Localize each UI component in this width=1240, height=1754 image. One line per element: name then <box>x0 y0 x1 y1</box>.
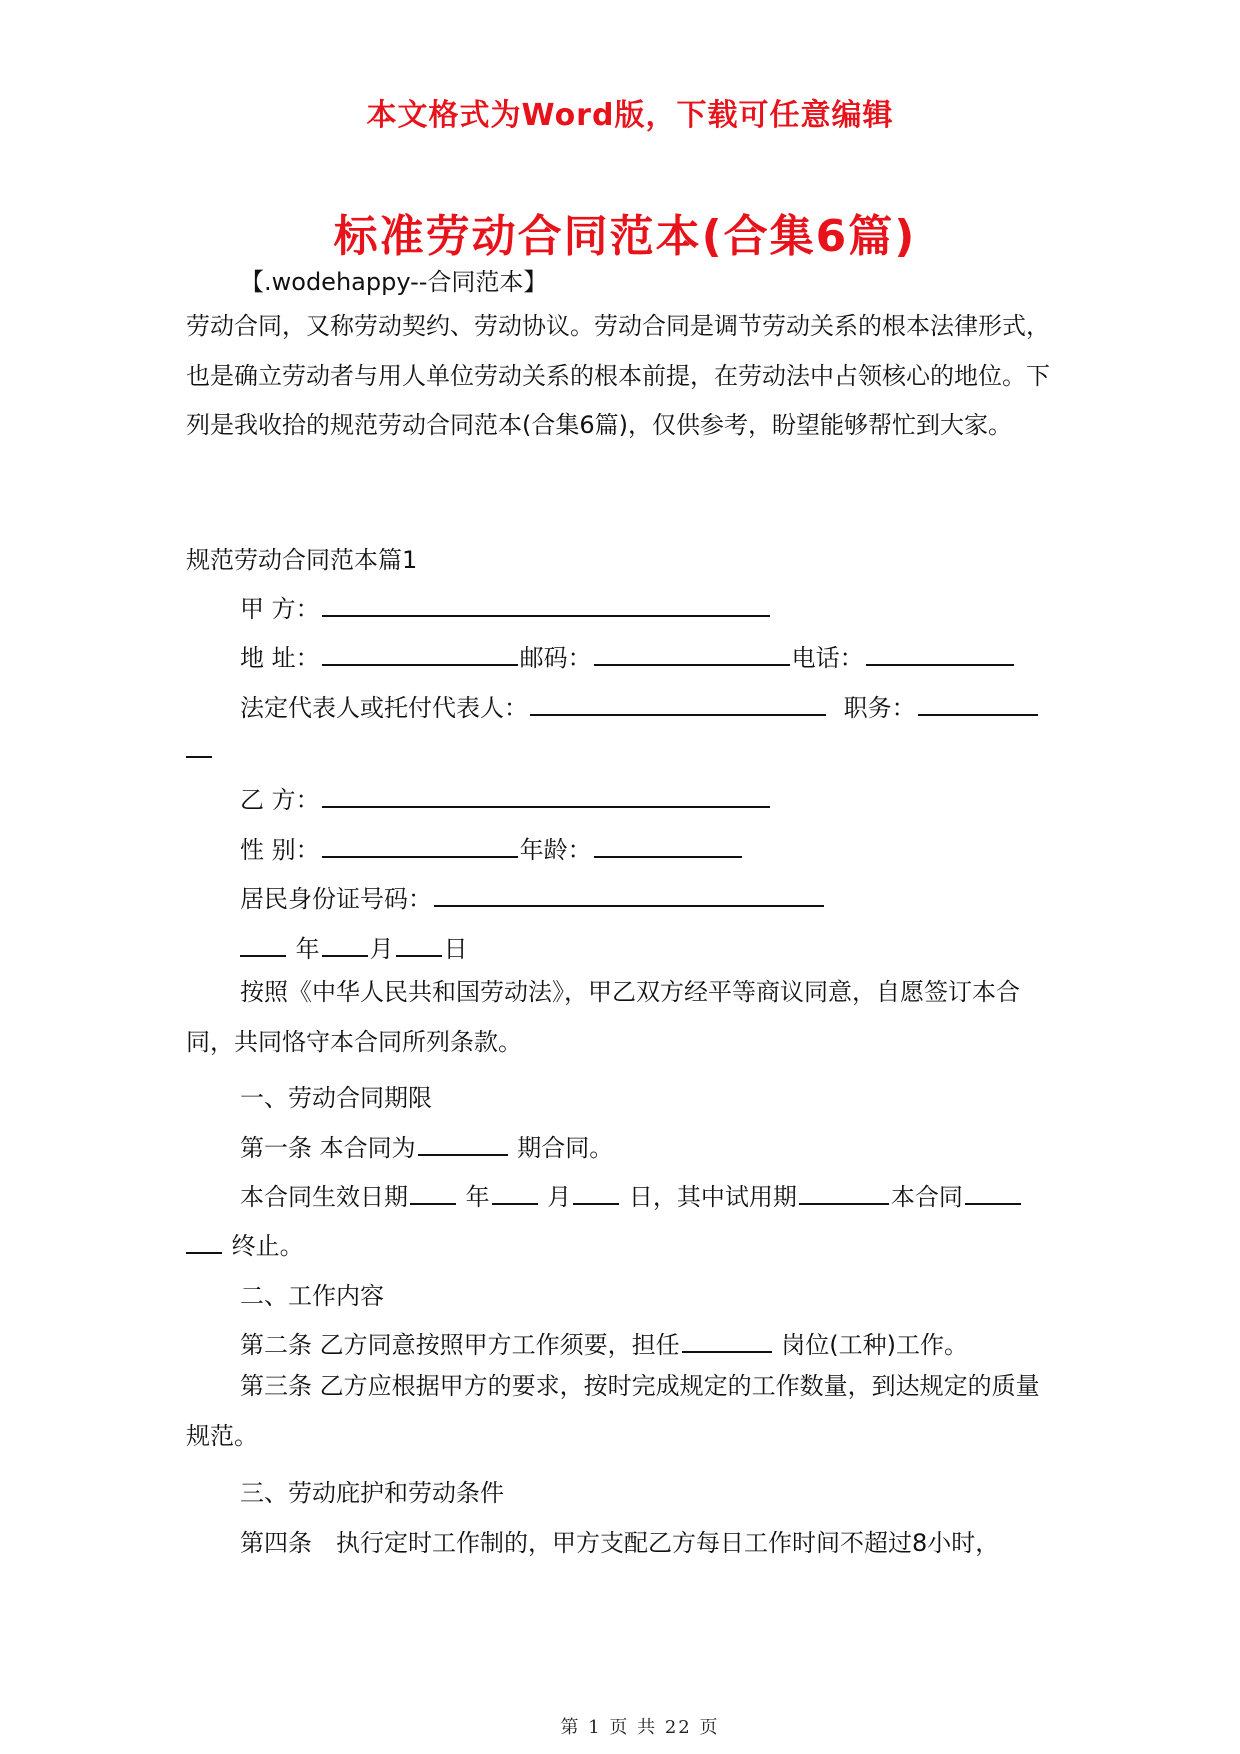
effective-label: 本合同生效日期 <box>240 1183 408 1211</box>
eff-month-label: 月 <box>547 1183 572 1211</box>
party-b-blank[interactable] <box>322 782 770 808</box>
month-blank[interactable] <box>322 931 368 957</box>
party-b-row <box>240 780 772 815</box>
article-1-text-a: 第一条 本合同为 <box>240 1134 416 1162</box>
article-3: 第三条 乙方应根据甲方的要求，按时完成规定的工作数量，到达规定的质量规范。 <box>186 1372 1040 1450</box>
month-label: 月 <box>369 935 394 963</box>
position-label: 职务： <box>843 694 916 722</box>
basis-paragraph: 按照《中华人民共和国劳动法》，甲乙双方经平等商议同意，自愿签订本合同，共同恪守本合同所列条款。 <box>186 978 1020 1056</box>
address-row <box>240 638 1016 673</box>
article-4: 第四条 执行定时工作制的，甲方支配乙方每日工作时间不超过8小时， <box>240 1529 1000 1557</box>
age-blank[interactable] <box>594 832 742 858</box>
age-label: 年龄： <box>519 836 592 864</box>
article-1 <box>240 1128 613 1163</box>
id-number-label: 居民身份证号码： <box>240 885 432 913</box>
gender-label: 性 别： <box>240 836 320 864</box>
job-position-blank[interactable] <box>682 1327 772 1353</box>
intro-paragraph: 劳动合同，又称劳动契约、劳动协议。劳动合同是调节劳动关系的根本法律形式，也是确立劳动者与用人单位劳动关系的根本前提，在劳动法中占领核心的地位。下列是我收拾的规范劳动合同范本(合集6篇)，仅供参考，盼望能够帮忙到大家。 <box>186 312 1050 439</box>
year-blank[interactable] <box>240 931 286 957</box>
source-tagline: 【.wodehappy--合同范本】 <box>240 268 548 296</box>
eff-year-label: 年 <box>465 1183 490 1211</box>
party-a-row <box>240 589 772 624</box>
heading-labor-protection: 三、劳动庇护和劳动条件 <box>240 1479 504 1507</box>
effective-date-row-cont <box>186 1226 304 1261</box>
representative-label: 法定代表人或托付代表人： <box>240 694 528 722</box>
phone-blank[interactable] <box>866 640 1014 666</box>
id-number-blank[interactable] <box>434 881 824 907</box>
article-2 <box>240 1325 968 1360</box>
eff-month-blank[interactable] <box>492 1179 538 1205</box>
address-label: 地 址： <box>240 644 320 672</box>
eff-day-blank[interactable] <box>573 1179 619 1205</box>
effective-date-row <box>240 1177 1023 1212</box>
termination-label: 终止。 <box>231 1232 304 1260</box>
page-number-footer: 第 1 页 共 22 页 <box>560 1717 720 1738</box>
end-date-blank[interactable] <box>965 1179 1021 1205</box>
probation-blank[interactable] <box>799 1179 889 1205</box>
position-blank-continuation <box>186 756 212 758</box>
eff-day-label: 日，其中试用期 <box>628 1183 797 1211</box>
article-2-text-b: 岗位(工种)工作。 <box>781 1331 969 1359</box>
address-blank[interactable] <box>322 640 518 666</box>
article-2-text-a: 第二条 乙方同意按照甲方工作须要，担任 <box>240 1331 680 1359</box>
contract-type-blank[interactable] <box>418 1130 508 1156</box>
party-a-label: 甲 方： <box>240 595 320 623</box>
section-heading: 规范劳动合同范本篇1 <box>186 546 418 574</box>
heading-contract-term: 一、劳动合同期限 <box>240 1084 432 1112</box>
phone-label: 电话： <box>791 644 864 672</box>
representative-blank[interactable] <box>530 690 826 716</box>
party-b-label: 乙 方： <box>240 786 320 814</box>
year-label: 年 <box>295 935 320 963</box>
id-number-row <box>240 879 826 914</box>
day-label: 日 <box>443 935 468 963</box>
position-blank[interactable] <box>918 690 1038 716</box>
article-1-text-b: 期合同。 <box>517 1134 614 1162</box>
document-title: 标准劳动合同范本(合集6篇) <box>333 211 917 262</box>
postcode-label: 邮码： <box>519 644 592 672</box>
day-blank[interactable] <box>396 931 442 957</box>
gender-age-row <box>240 830 744 865</box>
contract-end-label: 本合同 <box>890 1183 963 1211</box>
date-row <box>240 929 468 964</box>
end-date-blank-cont[interactable] <box>186 1228 222 1254</box>
postcode-blank[interactable] <box>594 640 790 666</box>
eff-year-blank[interactable] <box>410 1179 456 1205</box>
representative-row <box>240 688 1040 723</box>
format-notice-banner: 本文格式为Word版，下载可任意编辑 <box>366 98 894 133</box>
gender-blank[interactable] <box>322 832 518 858</box>
party-a-blank[interactable] <box>322 591 770 617</box>
heading-work-content: 二、工作内容 <box>240 1282 384 1310</box>
